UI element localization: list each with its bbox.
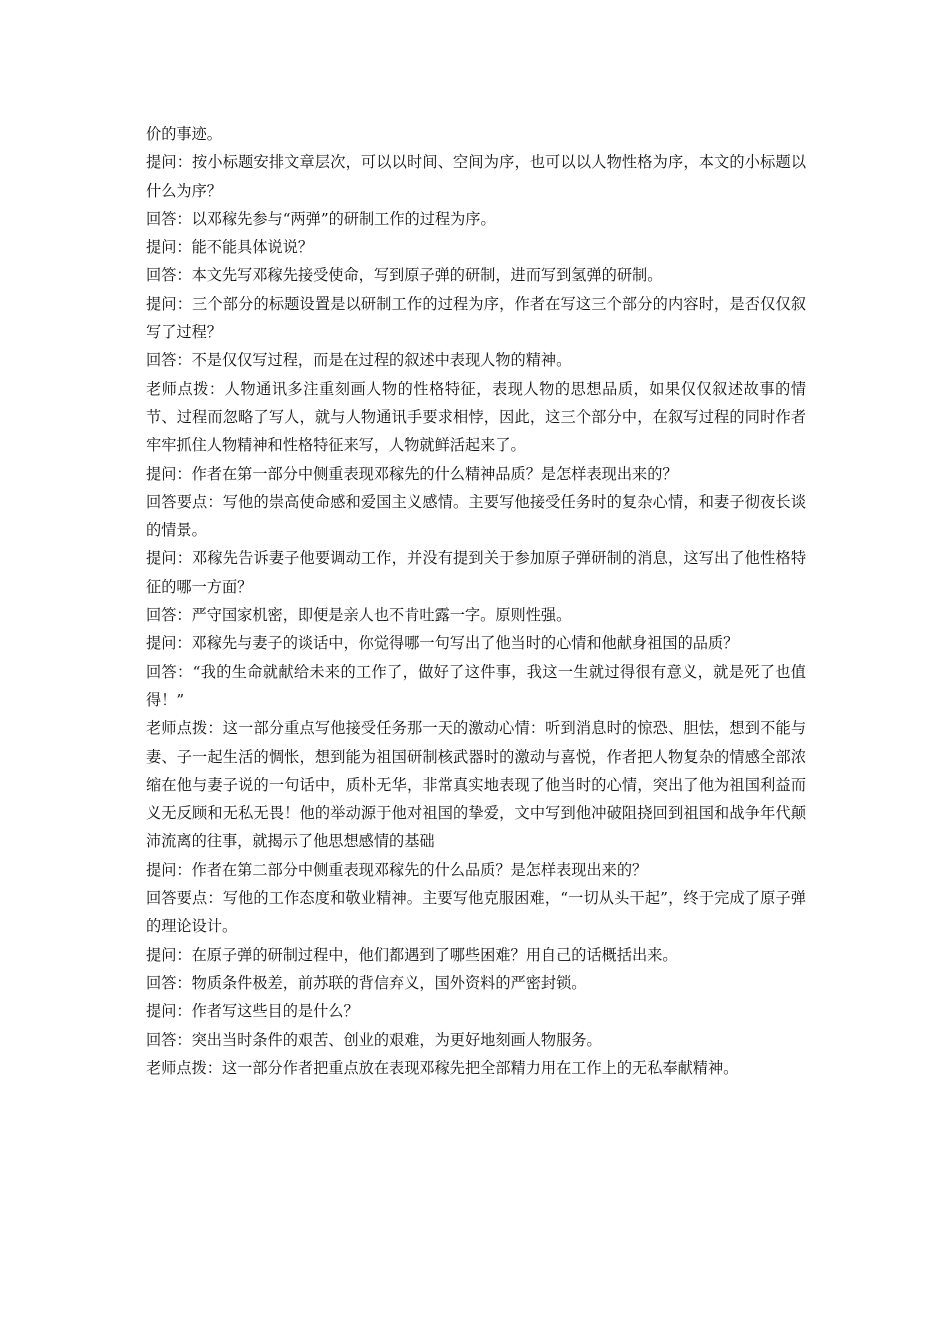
question-paragraph: 提问：作者在第二部分中侧重表现邓稼先的什么品质？是怎样表现出来的？	[146, 860, 648, 879]
answer-paragraph: 回答：本文先写邓稼先接受使命，写到原子弹的研制，进而写到氢弹的研制。	[146, 266, 663, 285]
answer-paragraph: 回答：不是仅仅写过程，而是在过程的叙述中表现人物的精神。	[146, 351, 572, 370]
answer-paragraph: 回答：突出当时条件的艰苦、创业的艰难，为更好地刻画人物服务。	[146, 1030, 602, 1049]
answer-paragraph: 回答要点：写他的工作态度和敬业精神。主要写他克服困难，“一切从头干起”，终于完成了原子弹的理论设计。	[146, 889, 806, 936]
teacher-note-paragraph: 老师点拨：人物通讯多注重刻画人物的性格特征，表现人物的思想品质，如果仅仅叙述故事的情节、过程而忽略了写人，就与人物通讯手要求相悖，因此，这三个部分中，在叙写过程的同时作者牢牢抓住人物精神和性格特征来写，人物就鲜活起来了。	[146, 379, 806, 455]
document-body	[146, 120, 806, 1082]
answer-paragraph: 回答：严守国家机密，即便是亲人也不肯吐露一字。原则性强。	[146, 606, 572, 625]
question-paragraph: 提问：作者在第一部分中侧重表现邓稼先的什么精神品质？是怎样表现出来的？	[146, 464, 678, 483]
answer-paragraph: 回答要点：写他的崇高使命感和爱国主义感情。主要写他接受任务时的复杂心情，和妻子彻夜长谈的情景。	[146, 492, 806, 540]
answer-paragraph: 回答：物质条件极差，前苏联的背信弃义，国外资料的严密封锁。	[146, 973, 587, 992]
question-paragraph: 提问：作者写这些目的是什么？	[146, 1002, 359, 1021]
question-paragraph: 提问：邓稼先与妻子的谈话中，你觉得哪一句写出了他当时的心情和他献身祖国的品质？	[146, 634, 739, 653]
answer-paragraph: 回答：以邓稼先参与“两弹”的研制工作的过程为序。	[146, 209, 496, 228]
question-paragraph: 提问：按小标题安排文章层次，可以以时间、空间为序，也可以以人物性格为序，本文的小标题以什么为序？	[146, 153, 806, 200]
teacher-note-paragraph: 老师点拨：这一部分作者把重点放在表现邓稼先把全部精力用在工作上的无私奉献精神。	[146, 1058, 739, 1077]
question-paragraph: 提问：能不能具体说说？	[146, 238, 314, 257]
question-paragraph: 提问：在原子弹的研制过程中，他们都遇到了哪些困难？用自己的话概括出来。	[146, 945, 678, 964]
answer-paragraph: 回答：“我的生命就献给未来的工作了，做好了这件事，我这一生就过得很有意义，就是死了也值得！”	[146, 662, 806, 709]
teacher-note-paragraph: 老师点拨：这一部分重点写他接受任务那一天的激动心情：听到消息时的惊恐、胆怯，想到不能与妻、子一起生活的惆怅，想到能为祖国研制核武器时的激动与喜悦，作者把人物复杂的情感全部浓缩在他与妻子说的一句话中，质朴无华，非常真实地表现了他当时的心情，突出了他为祖国利益而义无反顾和无私无畏！他的举动源于他对祖国的挚爱，文中写到他冲破阻挠回到祖国和战争年代颠沛流离的往事，就揭示了他思想感情的基础	[146, 719, 806, 851]
question-paragraph: 提问：三个部分的标题设置是以研制工作的过程为序，作者在写这三个部分的内容时，是否仅仅叙写了过程？	[146, 294, 806, 342]
text-paragraph: 价的事迹。	[146, 125, 222, 143]
question-paragraph: 提问：邓稼先告诉妻子他要调动工作，并没有提到关于参加原子弹研制的消息，这写出了他性格特征的哪一方面？	[146, 549, 806, 596]
